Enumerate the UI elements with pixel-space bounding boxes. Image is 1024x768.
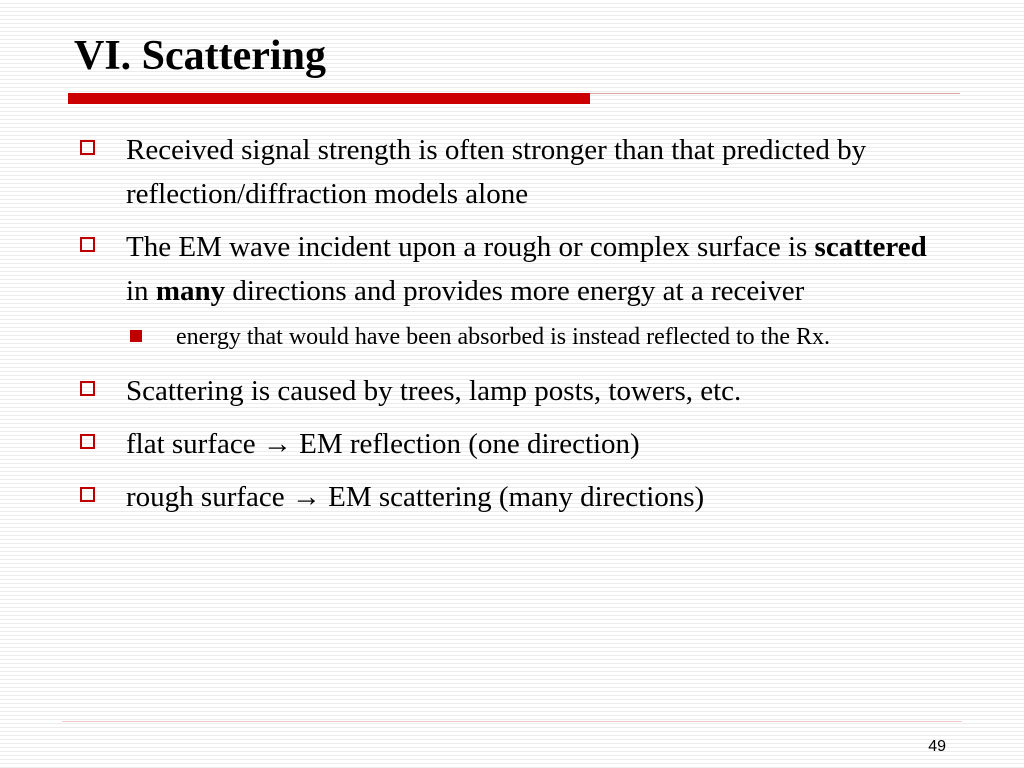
bullet-item	[74, 128, 944, 216]
hollow-square-bullet-icon	[80, 434, 95, 449]
bullet-item	[74, 369, 944, 413]
hollow-square-bullet-icon	[80, 487, 95, 502]
bullet-text-segment: in	[126, 275, 156, 307]
bullet-text: rough surface → EM scattering (many directions)	[126, 481, 705, 513]
title-accent-bar	[68, 93, 590, 104]
title-divider-line	[590, 93, 960, 94]
bullet-text-segment: directions and provides more energy at a receiver	[225, 275, 805, 307]
filled-square-bullet-icon	[130, 330, 142, 342]
sub-bullet-item	[74, 319, 944, 355]
sub-bullet-text: energy that would have been absorbed is instead reflected to the Rx.	[176, 324, 831, 350]
bullet-text-bold-segment: scattered	[814, 231, 927, 263]
bullet-text: Received signal strength is often stronger than that predicted by reflection/diffraction models alone	[126, 134, 867, 210]
bullet-text-segment: The EM wave incident upon a rough or complex surface is	[126, 231, 815, 263]
footer-divider-line	[62, 721, 962, 722]
bullet-item	[74, 475, 944, 519]
bullet-item	[74, 422, 944, 466]
hollow-square-bullet-icon	[80, 237, 95, 252]
page-number: 49	[928, 738, 946, 755]
bullet-text	[126, 231, 927, 307]
hollow-square-bullet-icon	[80, 140, 95, 155]
bullet-list	[74, 128, 944, 528]
bullet-text-bold-segment: many	[155, 275, 226, 307]
bullet-item	[74, 225, 944, 313]
bullet-text: Scattering is caused by trees, lamp posts, towers, etc.	[126, 375, 742, 407]
hollow-square-bullet-icon	[80, 381, 95, 396]
bullet-text: flat surface → EM reflection (one direction)	[126, 428, 640, 460]
slide-title: VI. Scattering	[74, 33, 326, 79]
